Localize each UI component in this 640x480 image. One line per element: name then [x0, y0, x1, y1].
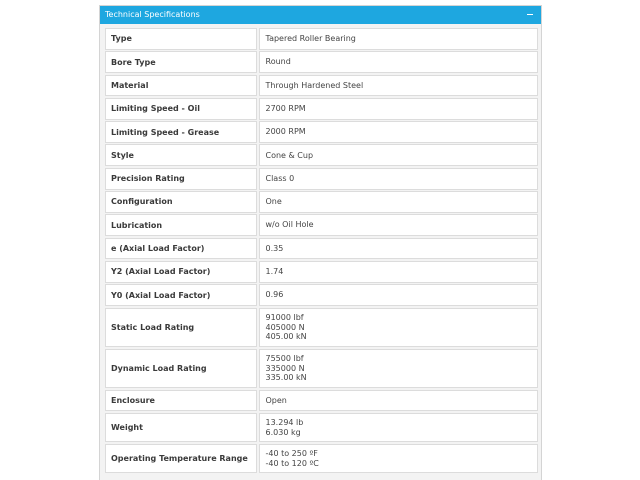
spec-value	[259, 51, 539, 73]
spec-row	[105, 349, 538, 389]
spec-value	[259, 284, 539, 306]
spec-value-line: Cone & Cup	[265, 150, 314, 160]
spec-label: Type	[105, 28, 257, 50]
spec-label: Limiting Speed - Grease	[105, 121, 257, 143]
spec-value	[259, 168, 539, 190]
spec-value	[259, 144, 539, 166]
spec-value-line: 2700 RPM	[265, 103, 306, 113]
spec-label: Configuration	[105, 191, 257, 213]
spec-value-line: -40 to 120 ºC	[265, 458, 319, 468]
spec-row	[105, 51, 538, 73]
spec-value	[259, 413, 539, 443]
spec-label: Enclosure	[105, 390, 257, 412]
spec-value	[259, 390, 539, 412]
spec-value	[259, 214, 539, 236]
spec-value-line: 405000 N	[265, 322, 305, 332]
spec-label: Precision Rating	[105, 168, 257, 190]
technical-specifications-panel	[99, 5, 542, 480]
spec-row	[105, 98, 538, 120]
spec-value-line: 0.96	[265, 290, 284, 300]
spec-value	[259, 75, 539, 97]
spec-value-line: One	[265, 197, 282, 207]
spec-label: Static Load Rating	[105, 308, 257, 348]
spec-row	[105, 390, 538, 412]
spec-row	[105, 444, 538, 474]
spec-value	[259, 444, 539, 474]
spec-value	[259, 98, 539, 120]
spec-value	[259, 121, 539, 143]
spec-value-line: 13.294 lb	[265, 418, 304, 428]
spec-label: Dynamic Load Rating	[105, 349, 257, 389]
spec-row	[105, 214, 538, 236]
spec-row	[105, 284, 538, 306]
spec-value-line: w/o Oil Hole	[265, 220, 314, 230]
spec-row	[105, 121, 538, 143]
spec-value-line: Round	[265, 57, 291, 67]
spec-label: Lubrication	[105, 214, 257, 236]
spec-row	[105, 191, 538, 213]
panel-title: Technical Specifications	[105, 10, 200, 19]
spec-value-line: 0.35	[265, 243, 284, 253]
spec-value-line: 2000 RPM	[265, 127, 306, 137]
spec-value-line: Tapered Roller Bearing	[265, 34, 356, 44]
spec-label: Bore Type	[105, 51, 257, 73]
panel-header	[100, 6, 541, 24]
spec-value-line: Through Hardened Steel	[265, 80, 364, 90]
spec-value-line: 335.00 kN	[265, 373, 307, 383]
spec-value	[259, 191, 539, 213]
spec-row	[105, 75, 538, 97]
spec-value	[259, 349, 539, 389]
spec-row	[105, 413, 538, 443]
spec-value-line: 405.00 kN	[265, 332, 307, 342]
spec-label: Limiting Speed - Oil	[105, 98, 257, 120]
collapse-icon[interactable]	[525, 6, 535, 24]
spec-value-line: 75500 lbf	[265, 353, 304, 363]
spec-label: Style	[105, 144, 257, 166]
spec-label: Y2 (Axial Load Factor)	[105, 261, 257, 283]
spec-value	[259, 28, 539, 50]
spec-value	[259, 308, 539, 348]
spec-value-line: Open	[265, 395, 287, 405]
spec-row	[105, 168, 538, 190]
spec-row	[105, 28, 538, 50]
spec-value-line: 1.74	[265, 267, 284, 277]
spec-value-line: 91000 lbf	[265, 312, 304, 322]
spec-value-line: -40 to 250 ºF	[265, 449, 318, 459]
spec-label: Y0 (Axial Load Factor)	[105, 284, 257, 306]
spec-table	[105, 28, 538, 475]
spec-label: Operating Temperature Range	[105, 444, 257, 474]
spec-value	[259, 238, 539, 260]
spec-value	[259, 261, 539, 283]
spec-value-line: 6.030 kg	[265, 427, 301, 437]
spec-row	[105, 144, 538, 166]
spec-row	[105, 261, 538, 283]
spec-value-line: Class 0	[265, 173, 295, 183]
spec-row	[105, 308, 538, 348]
spec-label: e (Axial Load Factor)	[105, 238, 257, 260]
spec-label: Material	[105, 75, 257, 97]
spec-label: Weight	[105, 413, 257, 443]
spec-row	[105, 238, 538, 260]
spec-value-line: 335000 N	[265, 363, 305, 373]
